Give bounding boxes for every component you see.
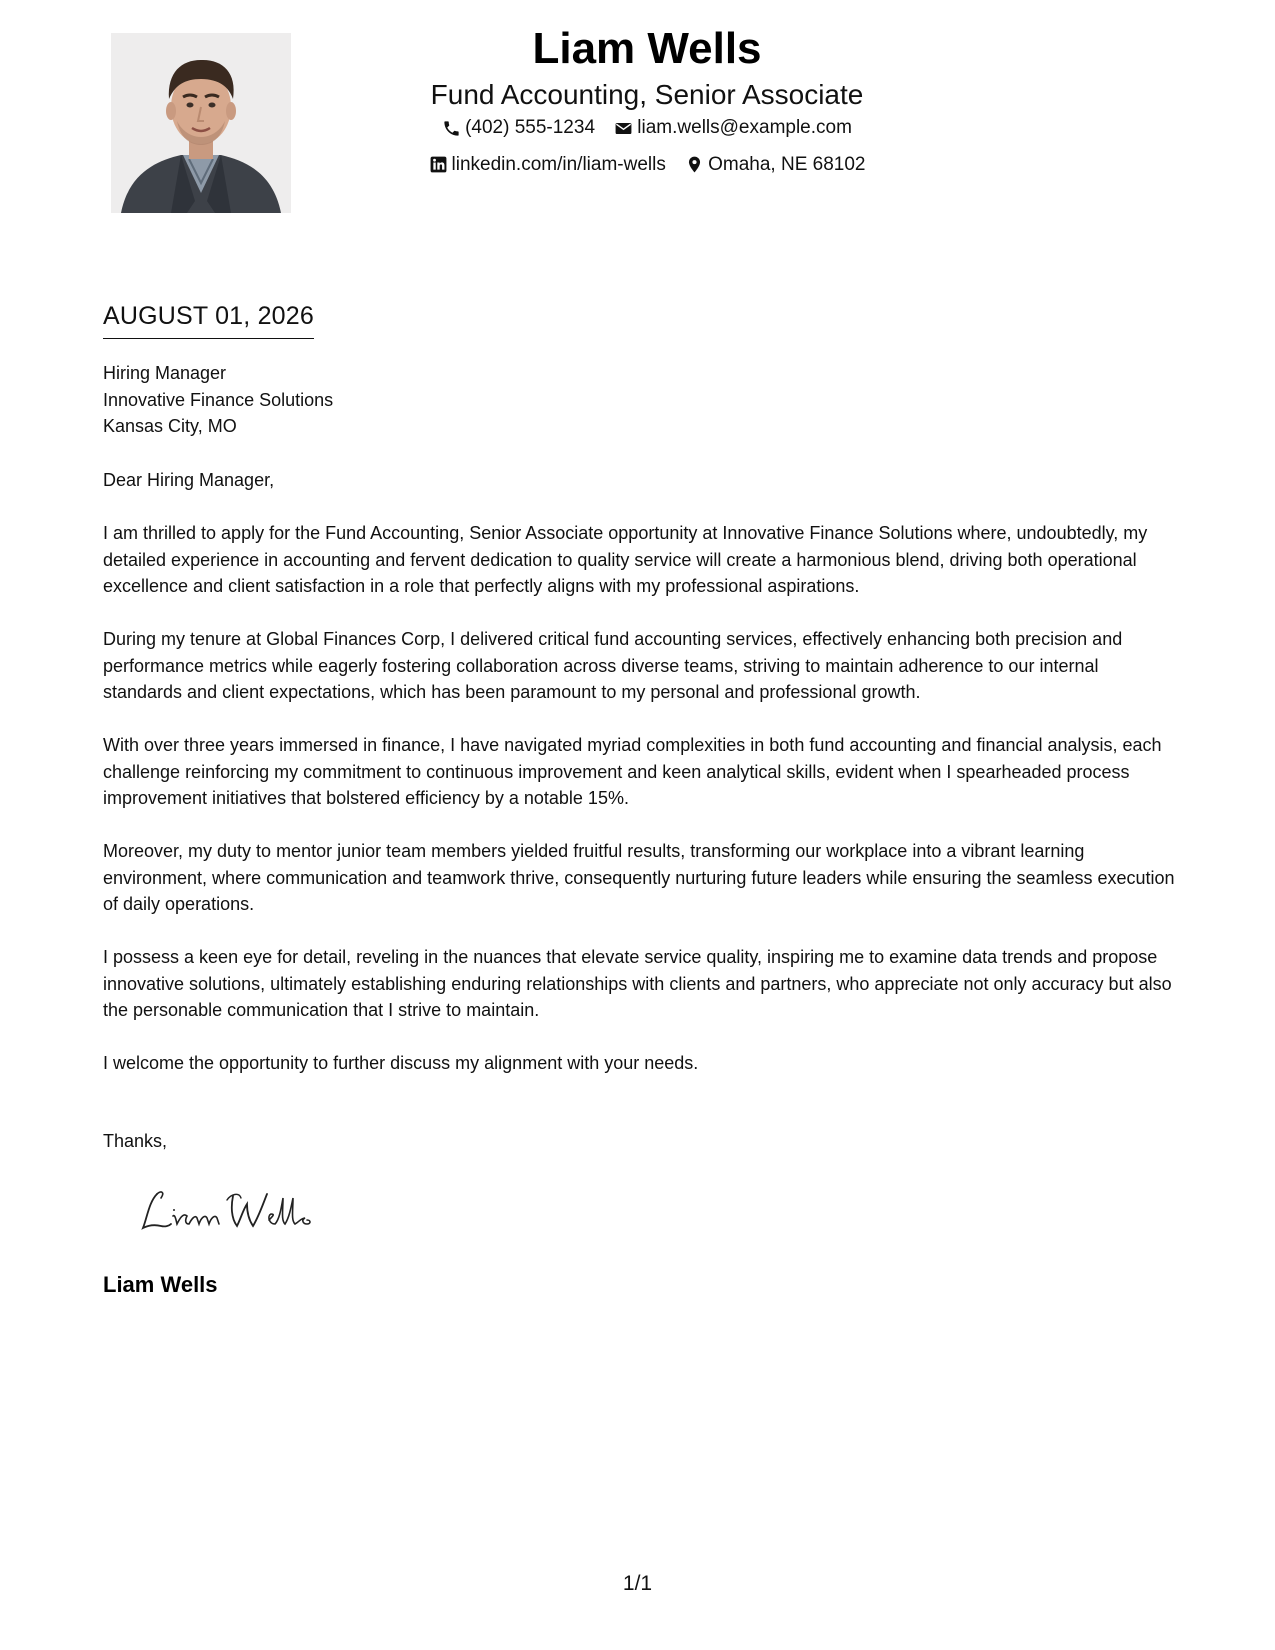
body-paragraph-5: I possess a keen eye for detail, reveling in the nuances that elevate service quality, inspiring me to examine data trends and propose innovative solutions, ultimately establishing enduring relationships with clients and partners, who appreciate not only accuracy but also the personable communication that I strive to maintain. (103, 947, 1172, 1020)
letter-header (380, 20, 914, 185)
profile-photo (111, 33, 291, 213)
recipient-location: Kansas City, MO (103, 416, 237, 436)
letter-body (103, 467, 1178, 1103)
recipient-title: Hiring Manager (103, 363, 227, 383)
contact-row-1 (380, 112, 914, 149)
letter-date: AUGUST 01, 2026 (103, 300, 314, 339)
body-paragraph-2: During my tenure at Global Finances Corp, I delivered critical fund accounting services, effectively enhancing both precision and performance metrics while eagerly fostering collaboration across diverse teams, striving to maintain adherence to our internal standards and client expectations, which has been paramount to my personal and professional growth. (103, 629, 1123, 702)
linkedin-text: linkedin.com/in/liam-wells (451, 153, 666, 175)
job-title: Fund Accounting, Senior Associate (430, 79, 864, 110)
page-number: 1/1 (622, 1572, 653, 1595)
contact-phone (442, 112, 595, 144)
recipient-company: Innovative Finance Solutions (103, 389, 334, 410)
phone-text: (402) 555-1234 (465, 117, 596, 138)
envelope-icon (614, 119, 633, 138)
signer-name: Liam Wells (103, 1272, 218, 1297)
contact-row-2 (380, 149, 914, 186)
closing: Thanks, (103, 1131, 168, 1151)
email-text: liam.wells@example.com (637, 117, 852, 138)
contact-linkedin[interactable] (429, 149, 666, 181)
applicant-name: Liam Wells (532, 24, 762, 73)
salutation: Dear Hiring Manager, (103, 470, 275, 490)
body-paragraph-3: With over three years immersed in finance, I have navigated myriad complexities in both fund accounting and financial analysis, each challenge reinforcing my commitment to continuous improvement and keen analytical skills, evident when I spearheaded process improvement initiatives that bolstered efficiency by a notable 15%. (103, 735, 1162, 808)
recipient-block (103, 360, 333, 440)
linkedin-icon (429, 155, 448, 174)
body-paragraph-1: I am thrilled to apply for the Fund Accounting, Senior Associate opportunity at Innovative Finance Solutions where, undoubtedly, my detailed experience in accounting and fervent dedication to quality service will create a harmonious blend, driving both operational excellence and client satisfaction in a role that perfectly aligns with my professional aspirations. (103, 523, 1148, 596)
contact-location (685, 149, 865, 181)
portrait-image (111, 33, 291, 213)
location-text: Omaha, NE 68102 (708, 153, 866, 175)
body-paragraph-6: I welcome the opportunity to further discuss my alignment with your needs. (103, 1053, 699, 1073)
phone-icon (442, 119, 461, 138)
contact-email[interactable] (614, 112, 852, 144)
map-marker-icon (685, 155, 704, 174)
handwritten-signature (135, 1180, 335, 1240)
body-paragraph-4: Moreover, my duty to mentor junior team members yielded fruitful results, transforming our workplace into a vibrant learning environment, where communication and teamwork thrive, consequently nurturing future leaders while ensuring the seamless execution of daily operations. (103, 841, 1175, 914)
